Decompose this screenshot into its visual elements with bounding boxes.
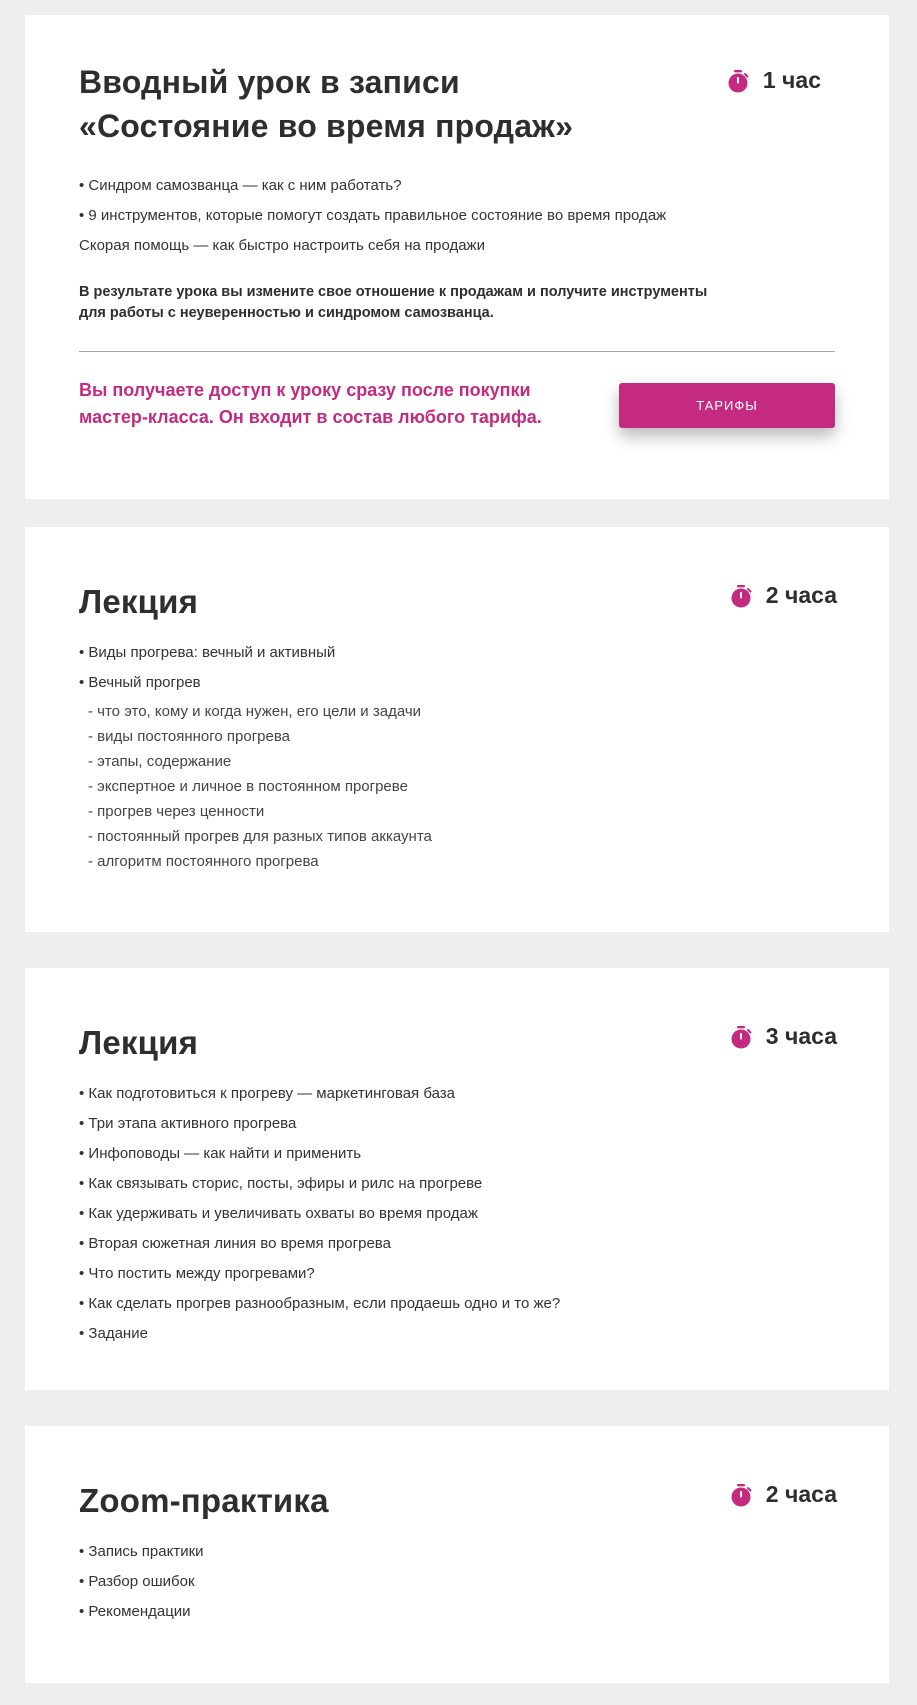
zoom-practice-duration bbox=[730, 1481, 837, 1508]
list-item: Скорая помощь — как быстро настроить себя на продажи bbox=[79, 237, 485, 254]
duration-label: 2 часа bbox=[765, 1481, 837, 1507]
access-note: Вы получаете доступ к уроку сразу после покупки мастер-класса. Он входит в состав любого тарифа. bbox=[79, 380, 542, 427]
list-item: • Как связывать сторис, посты, эфиры и рилс на прогреве bbox=[79, 1175, 483, 1192]
list-item: • Три этапа активного прогрева bbox=[79, 1115, 297, 1132]
lecture-title: Лекция bbox=[79, 583, 199, 620]
tariffs-button[interactable]: ТАРИФЫ bbox=[619, 383, 835, 428]
lecture-duration bbox=[730, 1023, 837, 1050]
stopwatch-icon bbox=[730, 584, 752, 608]
zoom-practice-topic-list bbox=[79, 1537, 204, 1627]
sub-list-item: - виды постоянного прогрева bbox=[88, 728, 291, 745]
list-item: • Как подготовиться к прогреву — маркетинговая база bbox=[79, 1085, 455, 1102]
sub-list-item: - постоянный прогрев для разных типов аккаунта bbox=[88, 828, 432, 845]
lecture-card bbox=[25, 527, 889, 932]
lesson-title bbox=[79, 60, 573, 148]
list-item: • Запись практики bbox=[79, 1543, 204, 1560]
list-item: • Синдром самозванца — как с ним работать? bbox=[79, 177, 402, 194]
intro-lesson-card bbox=[25, 15, 889, 499]
sub-list-item: - алгоритм постоянного прогрева bbox=[88, 853, 319, 870]
stopwatch-icon bbox=[730, 1483, 752, 1507]
list-item: • Как удерживать и увеличивать охваты во время продаж bbox=[79, 1205, 478, 1222]
lecture-title: Лекция bbox=[79, 1024, 199, 1061]
list-item: • Вторая сюжетная линия во время прогрева bbox=[79, 1235, 391, 1252]
stopwatch-icon bbox=[727, 69, 749, 93]
list-item: • Виды прогрева: вечный и активный bbox=[79, 644, 336, 661]
lecture-duration bbox=[730, 582, 837, 609]
lesson-result-text: В результате урока вы измените свое отношение к продажам и получите инструменты для работы с неуверенностью и синдромом самозванца. bbox=[79, 284, 708, 321]
list-item: • Как сделать прогрев разнообразным, если продаешь одно и то же? bbox=[79, 1295, 561, 1312]
sub-list-item: - этапы, содержание bbox=[88, 753, 232, 770]
sub-list-item: - экспертное и личное в постоянном прогреве bbox=[88, 778, 408, 795]
lecture-topic-list bbox=[79, 638, 335, 698]
intro-topic-list bbox=[79, 171, 666, 261]
list-item: • Рекомендации bbox=[79, 1603, 191, 1620]
divider bbox=[79, 351, 835, 352]
list-item: • Вечный прогрев bbox=[79, 674, 201, 691]
list-item: • Разбор ошибок bbox=[79, 1573, 195, 1590]
list-item: • Инфоповоды — как найти и применить bbox=[79, 1145, 362, 1162]
lecture-subtopic-list bbox=[79, 699, 432, 874]
duration-label: 3 часа bbox=[765, 1023, 837, 1049]
stopwatch-icon bbox=[730, 1025, 752, 1049]
zoom-practice-card bbox=[25, 1426, 889, 1683]
zoom-practice-title: Zoom-практика bbox=[79, 1482, 329, 1519]
lecture-card bbox=[25, 968, 889, 1390]
sub-list-item: - прогрев через ценности bbox=[88, 803, 265, 820]
list-item: • Что постить между прогревами? bbox=[79, 1265, 315, 1282]
sub-list-item: - что это, кому и когда нужен, его цели и задачи bbox=[88, 703, 422, 720]
list-item: • Задание bbox=[79, 1325, 148, 1342]
duration-label: 2 часа bbox=[765, 582, 837, 608]
duration-label: 1 час bbox=[762, 67, 821, 93]
lecture-topic-list bbox=[79, 1079, 560, 1349]
list-item: • 9 инструментов, которые помогут создать правильное состояние во время продаж bbox=[79, 207, 667, 224]
lesson-title-line-1: Вводный урок в записи bbox=[79, 64, 460, 100]
lesson-duration bbox=[727, 67, 821, 94]
lesson-title-line-2: «Состояние во время продаж» bbox=[79, 108, 574, 144]
